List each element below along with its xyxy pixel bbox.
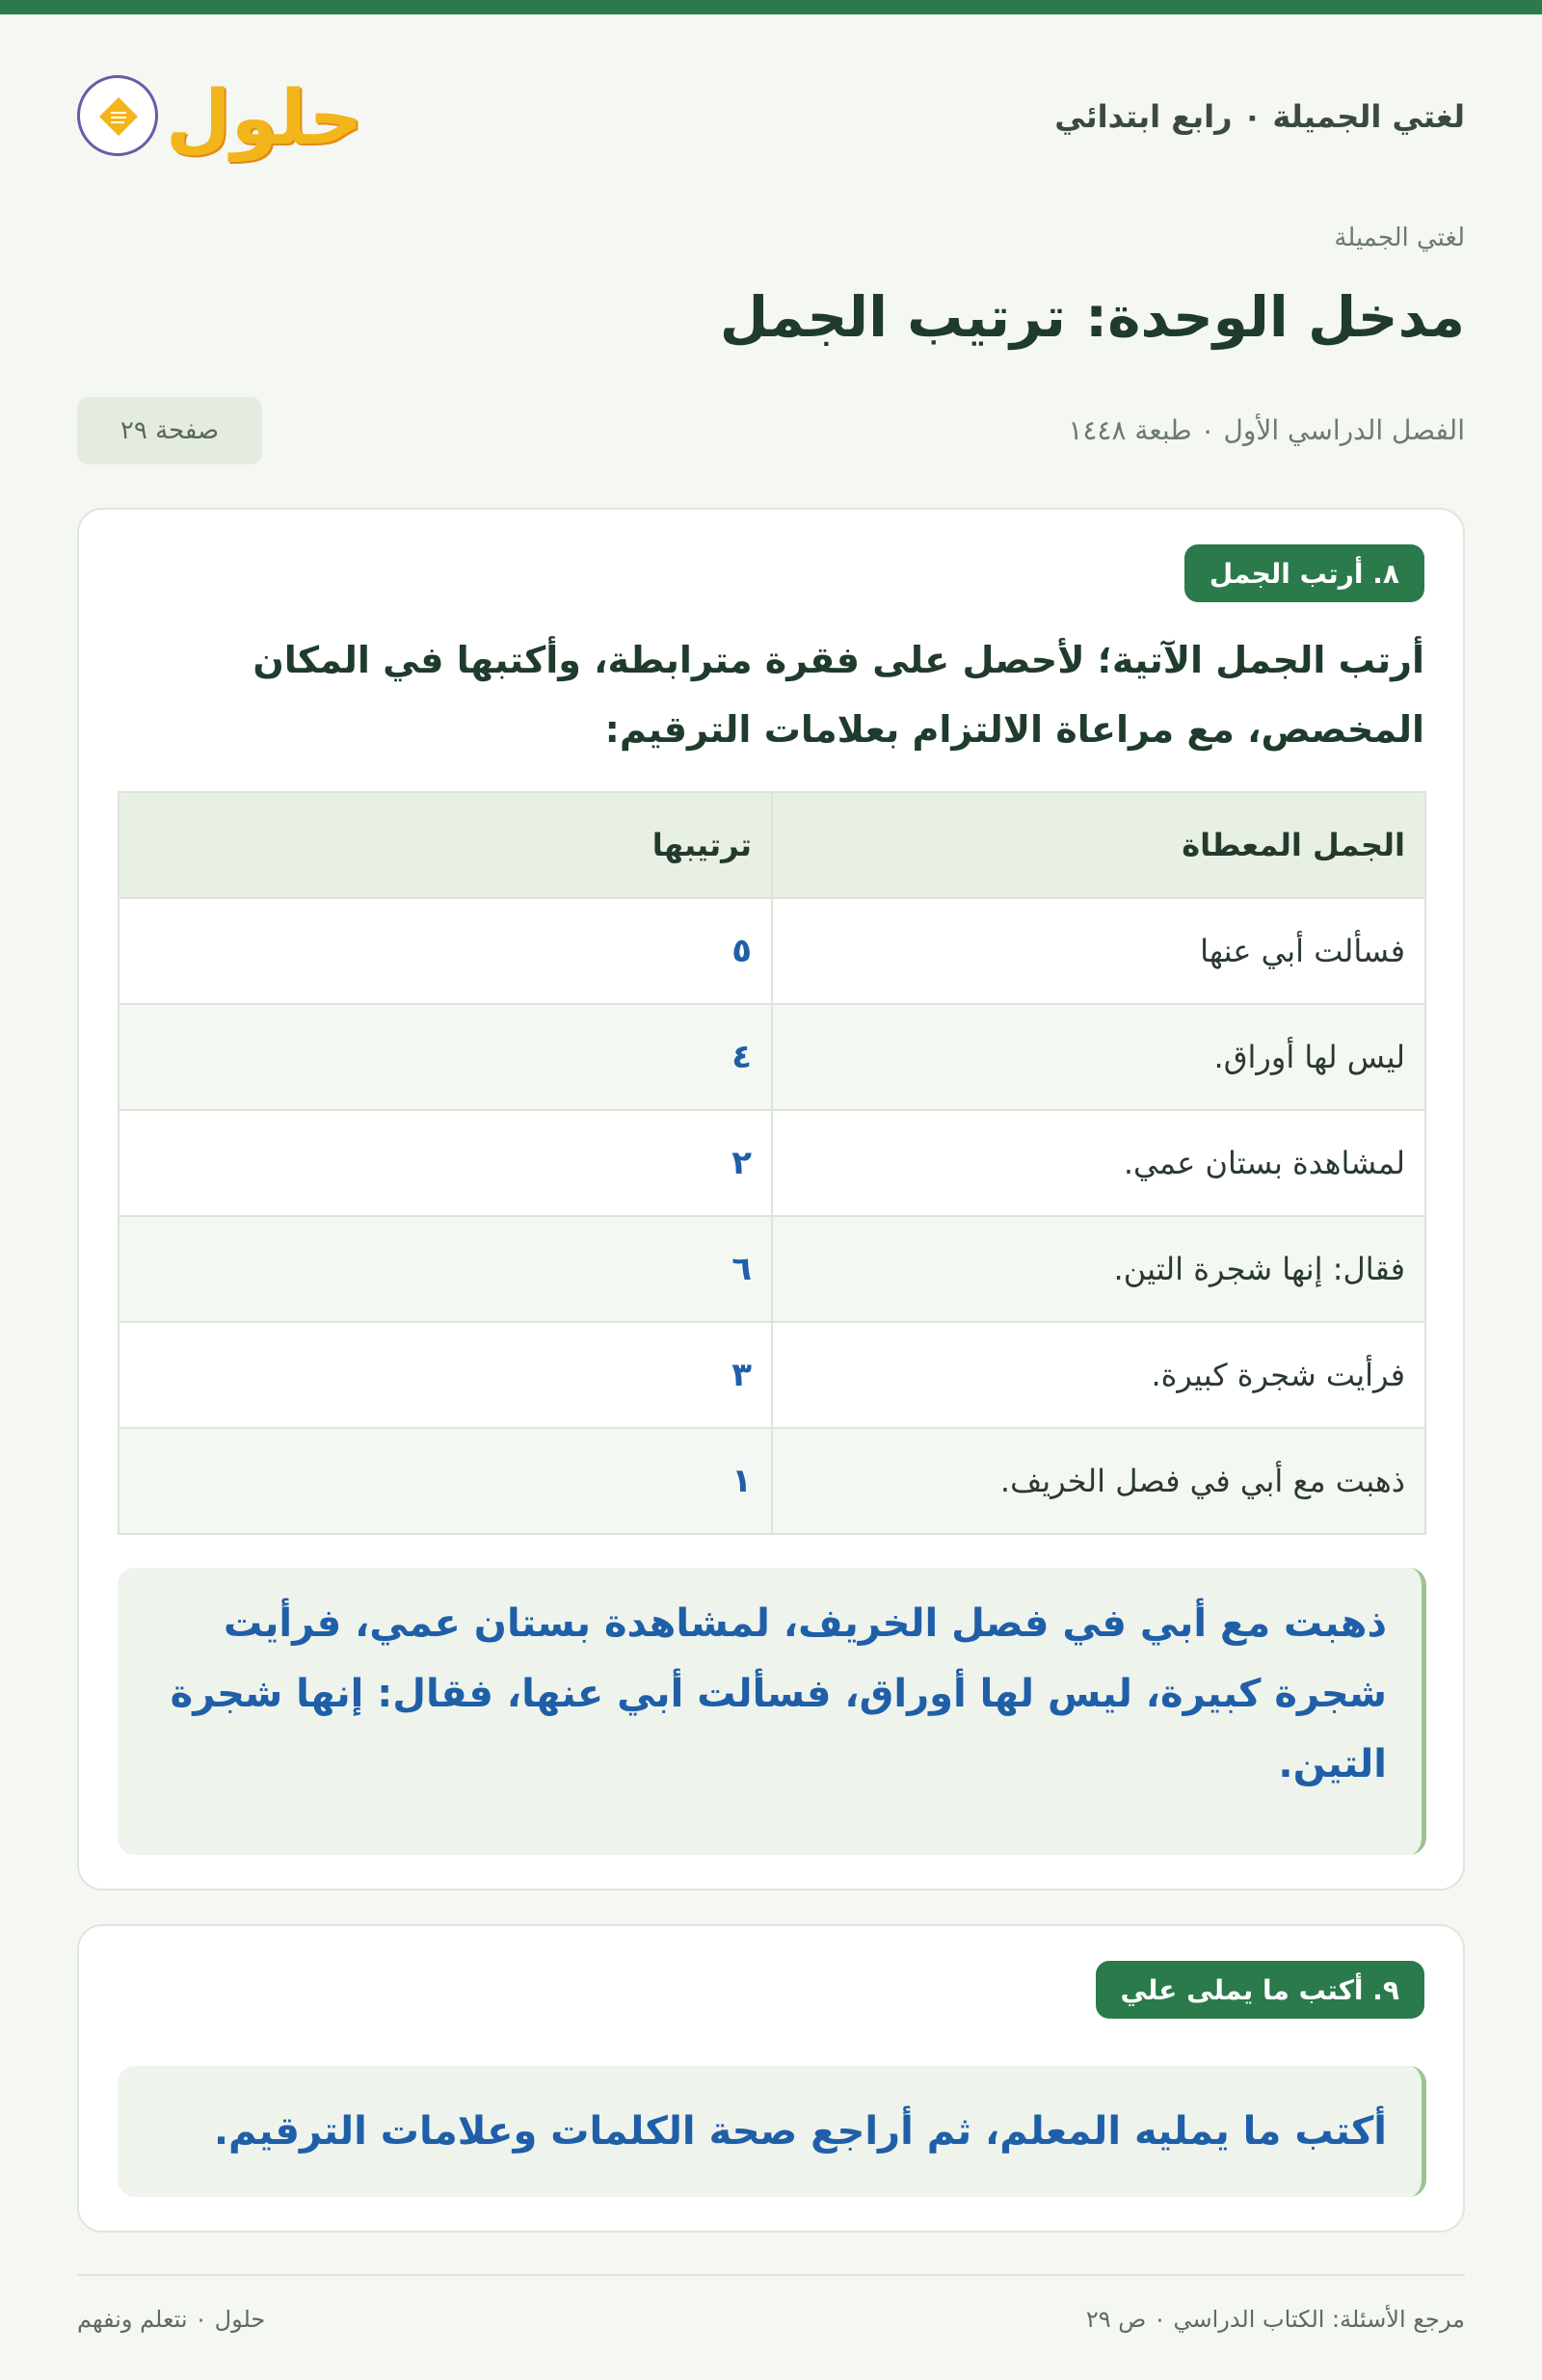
site-logo[interactable] — [77, 66, 363, 181]
edition-meta: الفصل الدراسي الأول ٠ طبعة ١٤٤٨ — [1068, 414, 1465, 446]
question-9-answer: أكتب ما يمليه المعلم، ثم أراجع صحة الكلمات وعلامات الترقيم. — [118, 2066, 1426, 2197]
table-row — [119, 1322, 1425, 1428]
table-row — [119, 1110, 1425, 1216]
order-cell: ٦ — [119, 1216, 772, 1322]
column-header-sentences: الجمل المعطاة — [772, 792, 1425, 898]
order-cell: ٢ — [119, 1110, 772, 1216]
top-accent-bar — [0, 0, 1542, 14]
question-8-answer: ذهبت مع أبي في فصل الخريف، لمشاهدة بستان عمي، فرأيت شجرة كبيرة، ليس لها أوراق، فسألت أبي عنها، فقال: إنها شجرة التين. — [118, 1568, 1426, 1855]
page-number-badge: صفحة ٢٩ — [77, 397, 262, 464]
subject-grade-title: لغتي الجميلة ٠ رابع ابتدائي — [1054, 98, 1465, 135]
table-row — [119, 1428, 1425, 1534]
footer-tagline: حلول ٠ نتعلم ونفهم — [77, 2306, 266, 2333]
table-row — [119, 898, 1425, 1004]
question-9-badge: ٩. أكتب ما يملى علي — [1096, 1961, 1424, 2019]
table-row — [119, 1004, 1425, 1110]
logo-emblem — [77, 75, 158, 156]
question-8-card — [77, 508, 1465, 1891]
footer-source: مرجع الأسئلة: الكتاب الدراسي ٠ ص ٢٩ — [1085, 2306, 1465, 2333]
order-cell: ٤ — [119, 1004, 772, 1110]
sentence-cell: فرأيت شجرة كبيرة. — [772, 1322, 1425, 1428]
table-row — [119, 1216, 1425, 1322]
sentence-order-table — [118, 791, 1426, 1535]
page-title: مدخل الوحدة: ترتيب الجمل — [719, 284, 1465, 350]
column-header-order: ترتيبها — [119, 792, 772, 898]
order-cell: ٥ — [119, 898, 772, 1004]
logo-text: حلول — [166, 75, 363, 162]
book-icon — [97, 95, 140, 138]
table-header-row — [119, 792, 1425, 898]
question-8-badge: ٨. أرتب الجمل — [1184, 544, 1424, 602]
sentence-cell: ذهبت مع أبي في فصل الخريف. — [772, 1428, 1425, 1534]
question-8-prompt: أرتب الجمل الآتية؛ لأحصل على فقرة مترابطة، وأكتبها في المكان المخصص، مع مراعاة الالتزام بعلامات الترقيم: — [253, 639, 1424, 751]
question-9-card — [77, 1924, 1465, 2233]
footer-divider — [77, 2274, 1465, 2276]
sentence-cell: فسألت أبي عنها — [772, 898, 1425, 1004]
sentence-cell: لمشاهدة بستان عمي. — [772, 1110, 1425, 1216]
sentence-cell: فقال: إنها شجرة التين. — [772, 1216, 1425, 1322]
sentence-cell: ليس لها أوراق. — [772, 1004, 1425, 1110]
breadcrumb[interactable]: لغتي الجميلة — [1334, 224, 1465, 252]
order-cell: ٣ — [119, 1322, 772, 1428]
page-header — [77, 58, 1465, 183]
order-cell: ١ — [119, 1428, 772, 1534]
